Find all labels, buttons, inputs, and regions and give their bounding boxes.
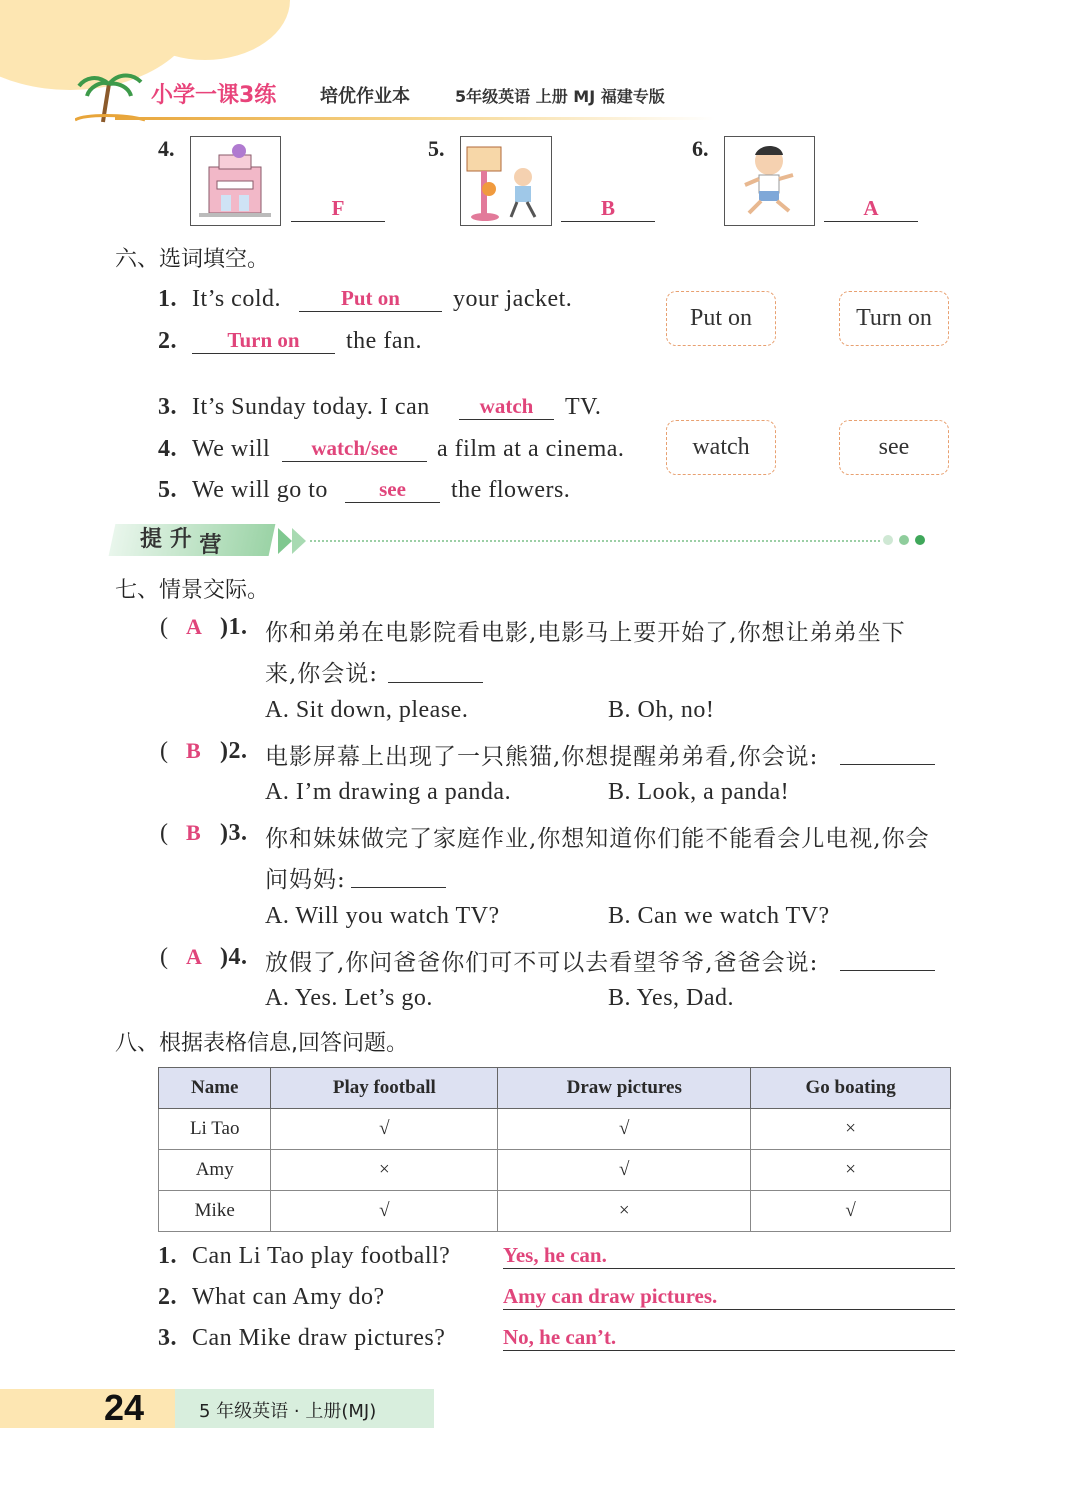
banner-char: 营 bbox=[199, 533, 222, 558]
footer bbox=[0, 1389, 434, 1428]
item-number: 4. bbox=[158, 436, 177, 462]
item-number: 3. bbox=[158, 1325, 177, 1351]
option-a: A. Will you watch TV? bbox=[265, 903, 500, 929]
answer-blank: watch bbox=[459, 394, 554, 420]
basketball-boy-icon bbox=[461, 137, 551, 225]
answer-blank: Turn on bbox=[192, 328, 335, 354]
cinema-building-icon bbox=[191, 137, 280, 225]
column-header: Draw pictures bbox=[498, 1068, 751, 1109]
item-number: 2. bbox=[158, 1284, 177, 1310]
option-b: B. Look, a panda! bbox=[608, 779, 790, 805]
brand-title: 小学一课3练 bbox=[151, 83, 277, 108]
table-row bbox=[159, 1109, 951, 1150]
item-number: )2. bbox=[220, 738, 248, 764]
option-a: A. I’m drawing a panda. bbox=[265, 779, 512, 805]
table-cell: √ bbox=[498, 1109, 751, 1150]
item-number: 5. bbox=[158, 477, 177, 503]
section-6-title: 六、选词填空。 bbox=[115, 247, 270, 272]
answer-blank: A bbox=[824, 196, 918, 222]
item-text: We will bbox=[192, 436, 271, 462]
answer-choice: B bbox=[186, 738, 201, 763]
page-number: 24 bbox=[104, 1387, 145, 1428]
answer-blank: watch/see bbox=[282, 436, 427, 462]
item-text: the flowers. bbox=[451, 477, 571, 503]
option-a: A. Yes. Let’s go. bbox=[265, 985, 433, 1011]
question-line: 问妈妈: bbox=[265, 867, 346, 893]
option-a: A. Sit down, please. bbox=[265, 697, 469, 723]
item-number: 5. bbox=[428, 136, 445, 161]
banner-char: 升 bbox=[169, 527, 192, 552]
header bbox=[75, 70, 725, 125]
item-number: 2. bbox=[158, 328, 177, 354]
item-text: We will go to bbox=[192, 477, 328, 503]
answer-choice: B bbox=[186, 820, 201, 845]
answer-blank: B bbox=[561, 196, 655, 222]
running-picture bbox=[724, 136, 815, 226]
table-cell: √ bbox=[271, 1191, 498, 1232]
item-number: 4. bbox=[158, 136, 175, 161]
running-boy-icon bbox=[725, 137, 814, 225]
info-table bbox=[158, 1067, 951, 1232]
question-text: Can Mike draw pictures? bbox=[192, 1325, 446, 1351]
question-text: What can Amy do? bbox=[192, 1284, 385, 1310]
item-text: It’s Sunday today. I can bbox=[192, 394, 430, 420]
item-number: 3. bbox=[158, 394, 177, 420]
answer-blank: F bbox=[291, 196, 385, 222]
item-number: 1. bbox=[158, 1243, 177, 1269]
table-cell: Mike bbox=[159, 1191, 271, 1232]
header-subtitle: 培优作业本 bbox=[320, 86, 410, 107]
question-line: 你和弟弟在电影院看电影,电影马上要开始了,你想让弟弟坐下 bbox=[265, 620, 906, 646]
item-text: It’s cold. bbox=[192, 286, 281, 312]
basketball-picture bbox=[460, 136, 552, 226]
item-number: 6. bbox=[692, 136, 709, 161]
item-text: TV. bbox=[565, 394, 602, 420]
word-box: watch bbox=[666, 420, 776, 475]
table-cell: × bbox=[498, 1191, 751, 1232]
option-b: B. Yes, Dad. bbox=[608, 985, 735, 1011]
item-number: 1. bbox=[158, 286, 177, 312]
question-text: Can Li Tao play football? bbox=[192, 1243, 451, 1269]
column-header: Play football bbox=[271, 1068, 498, 1109]
item-text: the fan. bbox=[346, 328, 422, 354]
column-header: Go boating bbox=[751, 1068, 951, 1109]
header-edition: 5年级英语 上册 MJ 福建专版 bbox=[455, 87, 665, 106]
arrow-icon bbox=[276, 526, 310, 556]
dots-icon bbox=[880, 532, 930, 548]
table-row bbox=[159, 1150, 951, 1191]
banner-char: 提 bbox=[140, 527, 163, 552]
column-header: Name bbox=[159, 1068, 271, 1109]
table-cell: Amy bbox=[159, 1150, 271, 1191]
item-number: )4. bbox=[220, 944, 248, 970]
item-text: your jacket. bbox=[453, 286, 573, 312]
section-7-title: 七、情景交际。 bbox=[115, 578, 270, 603]
table-cell: × bbox=[751, 1150, 951, 1191]
answer-line: Amy can draw pictures. bbox=[503, 1284, 955, 1310]
word-box: Turn on bbox=[839, 291, 949, 346]
section-banner bbox=[112, 520, 932, 560]
answer-blank: see bbox=[345, 477, 440, 503]
answer-blank: Put on bbox=[299, 286, 442, 312]
table-header-row bbox=[159, 1068, 951, 1109]
item-text: a film at a cinema. bbox=[437, 436, 625, 462]
answer-choice: A bbox=[186, 944, 202, 969]
option-b: B. Oh, no! bbox=[608, 697, 715, 723]
answer-line: No, he can’t. bbox=[503, 1325, 955, 1351]
answer-choice: A bbox=[186, 614, 202, 639]
table-cell: √ bbox=[498, 1150, 751, 1191]
question-line: 你和妹妹做完了家庭作业,你想知道你们能不能看会儿电视,你会 bbox=[265, 826, 930, 852]
word-box: see bbox=[839, 420, 949, 475]
footer-label: 5 年级英语 · 上册(MJ) bbox=[199, 1401, 377, 1422]
word-box: Put on bbox=[666, 291, 776, 346]
item-number: )3. bbox=[220, 820, 248, 846]
item-number: )1. bbox=[220, 614, 248, 640]
table-cell: × bbox=[751, 1109, 951, 1150]
table-cell: √ bbox=[271, 1109, 498, 1150]
answer-line: Yes, he can. bbox=[503, 1243, 955, 1269]
table-cell: √ bbox=[751, 1191, 951, 1232]
table-cell: Li Tao bbox=[159, 1109, 271, 1150]
question-line: 电影屏幕上出现了一只熊猫,你想提醒弟弟看,你会说: bbox=[265, 744, 819, 770]
question-line: 放假了,你问爸爸你们可不可以去看望爷爷,爸爸会说: bbox=[265, 950, 819, 976]
option-b: B. Can we watch TV? bbox=[608, 903, 830, 929]
table-cell: × bbox=[271, 1150, 498, 1191]
table-row bbox=[159, 1191, 951, 1232]
section-8-title: 八、根据表格信息,回答问题。 bbox=[115, 1031, 408, 1056]
question-line: 来,你会说: bbox=[265, 661, 379, 687]
cinema-picture bbox=[190, 136, 281, 226]
